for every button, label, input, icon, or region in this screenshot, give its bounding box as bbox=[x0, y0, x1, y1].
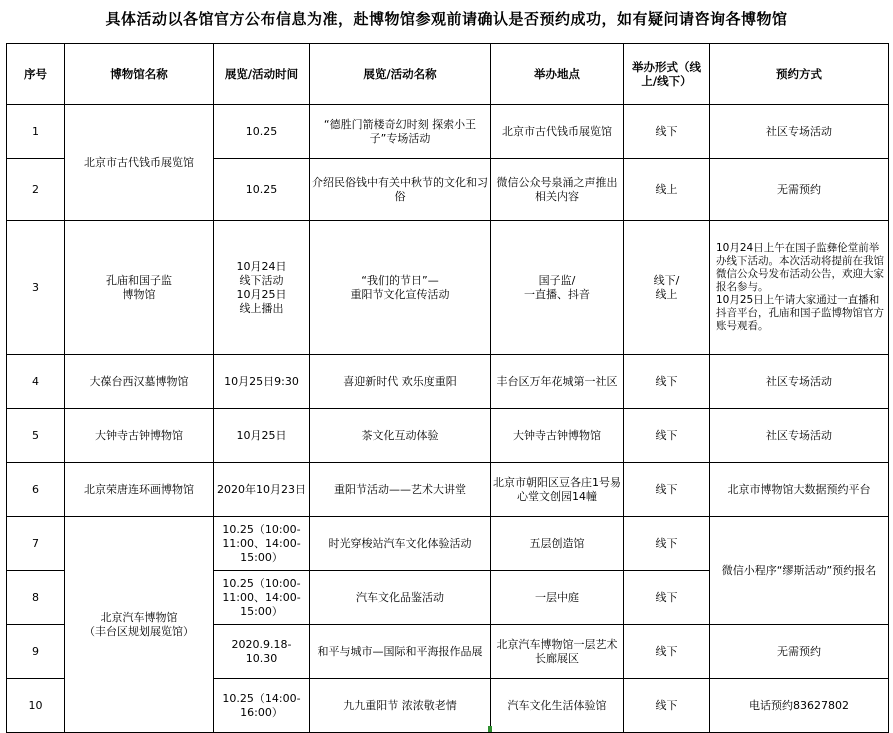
cell-mode: 线上 bbox=[624, 159, 710, 221]
cell-booking: 无需预约 bbox=[710, 159, 889, 221]
table-row bbox=[7, 517, 889, 571]
cell-name: 喜迎新时代 欢乐度重阳 bbox=[310, 355, 491, 409]
cell-name: 和平与城市—国际和平海报作品展 bbox=[310, 625, 491, 679]
cell-museum: 大葆台西汉墓博物馆 bbox=[65, 355, 214, 409]
cell-no: 2 bbox=[7, 159, 65, 221]
cell-booking: 北京市博物馆大数据预约平台 bbox=[710, 463, 889, 517]
cell-place: 北京市古代钱币展览馆 bbox=[491, 105, 624, 159]
cell-museum: 孔庙和国子监 博物馆 bbox=[65, 221, 214, 355]
cell-name: “我们的节日”— 重阳节文化宣传活动 bbox=[310, 221, 491, 355]
cell-time: 10月24日 线下活动 10月25日 线上播出 bbox=[214, 221, 310, 355]
cell-place: 北京市朝阳区豆各庄1号易心堂文创园14幢 bbox=[491, 463, 624, 517]
cell-time: 10.25（14:00-16:00） bbox=[214, 679, 310, 733]
activity-table bbox=[6, 43, 889, 733]
cell-time: 2020年10月23日 bbox=[214, 463, 310, 517]
cell-name: 茶文化互动体验 bbox=[310, 409, 491, 463]
cell-booking: 微信小程序“缪斯活动”预约报名 bbox=[710, 517, 889, 625]
cell-place: 国子监/ 一直播、抖音 bbox=[491, 221, 624, 355]
cell-place: 一层中庭 bbox=[491, 571, 624, 625]
cell-booking: 无需预约 bbox=[710, 625, 889, 679]
cell-corner-marker bbox=[488, 726, 492, 732]
cell-time: 10.25（10:00-11:00、14:00-15:00） bbox=[214, 571, 310, 625]
header-row bbox=[7, 44, 889, 105]
header-name: 展览/活动名称 bbox=[310, 44, 491, 105]
table-row bbox=[7, 463, 889, 517]
cell-time: 10.25 bbox=[214, 159, 310, 221]
cell-booking: 10月24日上午在国子监彝伦堂前举办线下活动。本次活动将提前在我馆微信公众号发布活动公告，欢迎大家报名参与。 10月25日上午请大家通过一直播和抖音平台，孔庙和国子监博物馆官方账号观看。 bbox=[710, 221, 889, 355]
cell-no: 8 bbox=[7, 571, 65, 625]
cell-no: 10 bbox=[7, 679, 65, 733]
cell-no: 5 bbox=[7, 409, 65, 463]
cell-no: 4 bbox=[7, 355, 65, 409]
header-time: 展览/活动时间 bbox=[214, 44, 310, 105]
cell-mode: 线下 bbox=[624, 105, 710, 159]
cell-place: 大钟寺古钟博物馆 bbox=[491, 409, 624, 463]
cell-no: 6 bbox=[7, 463, 65, 517]
cell-no: 9 bbox=[7, 625, 65, 679]
cell-museum: 北京荣唐连环画博物馆 bbox=[65, 463, 214, 517]
cell-mode: 线下 bbox=[624, 679, 710, 733]
cell-time: 10月25日9:30 bbox=[214, 355, 310, 409]
header-museum: 博物馆名称 bbox=[65, 44, 214, 105]
header-mode: 举办形式（线上/线下） bbox=[624, 44, 710, 105]
cell-mode: 线下 bbox=[624, 571, 710, 625]
cell-place: 微信公众号泉涌之声推出相关内容 bbox=[491, 159, 624, 221]
cell-booking: 社区专场活动 bbox=[710, 105, 889, 159]
cell-booking: 社区专场活动 bbox=[710, 355, 889, 409]
cell-mode: 线下 bbox=[624, 517, 710, 571]
cell-name: 时光穿梭站汽车文化体验活动 bbox=[310, 517, 491, 571]
cell-no: 1 bbox=[7, 105, 65, 159]
cell-no: 7 bbox=[7, 517, 65, 571]
cell-mode: 线下 bbox=[624, 463, 710, 517]
cell-name: 介绍民俗钱中有关中秋节的文化和习俗 bbox=[310, 159, 491, 221]
cell-booking: 电话预约83627802 bbox=[710, 679, 889, 733]
cell-museum: 大钟寺古钟博物馆 bbox=[65, 409, 214, 463]
cell-mode: 线下 bbox=[624, 625, 710, 679]
cell-mode: 线下 bbox=[624, 355, 710, 409]
table-row bbox=[7, 409, 889, 463]
cell-no: 3 bbox=[7, 221, 65, 355]
cell-name: 九九重阳节 浓浓敬老情 bbox=[310, 679, 491, 733]
cell-name: 汽车文化品鉴活动 bbox=[310, 571, 491, 625]
cell-museum: 北京市古代钱币展览馆 bbox=[65, 105, 214, 221]
cell-mode: 线下 bbox=[624, 409, 710, 463]
cell-time: 10.25（10:00-11:00、14:00-15:00） bbox=[214, 517, 310, 571]
cell-time: 10月25日 bbox=[214, 409, 310, 463]
cell-place: 北京汽车博物馆一层艺术长廊展区 bbox=[491, 625, 624, 679]
page-title: 具体活动以各馆官方公布信息为准，赴博物馆参观前请确认是否预约成功，如有疑问请咨询各博物馆 bbox=[105, 10, 788, 28]
table-row bbox=[7, 221, 889, 355]
cell-name: “德胜门箭楼奇幻时刻 探索小王子”专场活动 bbox=[310, 105, 491, 159]
cell-museum: 北京汽车博物馆 （丰台区规划展览馆） bbox=[65, 517, 214, 733]
table-row bbox=[7, 105, 889, 159]
cell-booking: 社区专场活动 bbox=[710, 409, 889, 463]
table-row bbox=[7, 355, 889, 409]
header-place: 举办地点 bbox=[491, 44, 624, 105]
header-no: 序号 bbox=[7, 44, 65, 105]
cell-place: 丰台区万年花城第一社区 bbox=[491, 355, 624, 409]
cell-place: 汽车文化生活体验馆 bbox=[491, 679, 624, 733]
cell-mode: 线下/ 线上 bbox=[624, 221, 710, 355]
cell-place: 五层创造馆 bbox=[491, 517, 624, 571]
cell-time: 10.25 bbox=[214, 105, 310, 159]
cell-name: 重阳节活动——艺术大讲堂 bbox=[310, 463, 491, 517]
header-booking: 预约方式 bbox=[710, 44, 889, 105]
cell-time: 2020.9.18-10.30 bbox=[214, 625, 310, 679]
